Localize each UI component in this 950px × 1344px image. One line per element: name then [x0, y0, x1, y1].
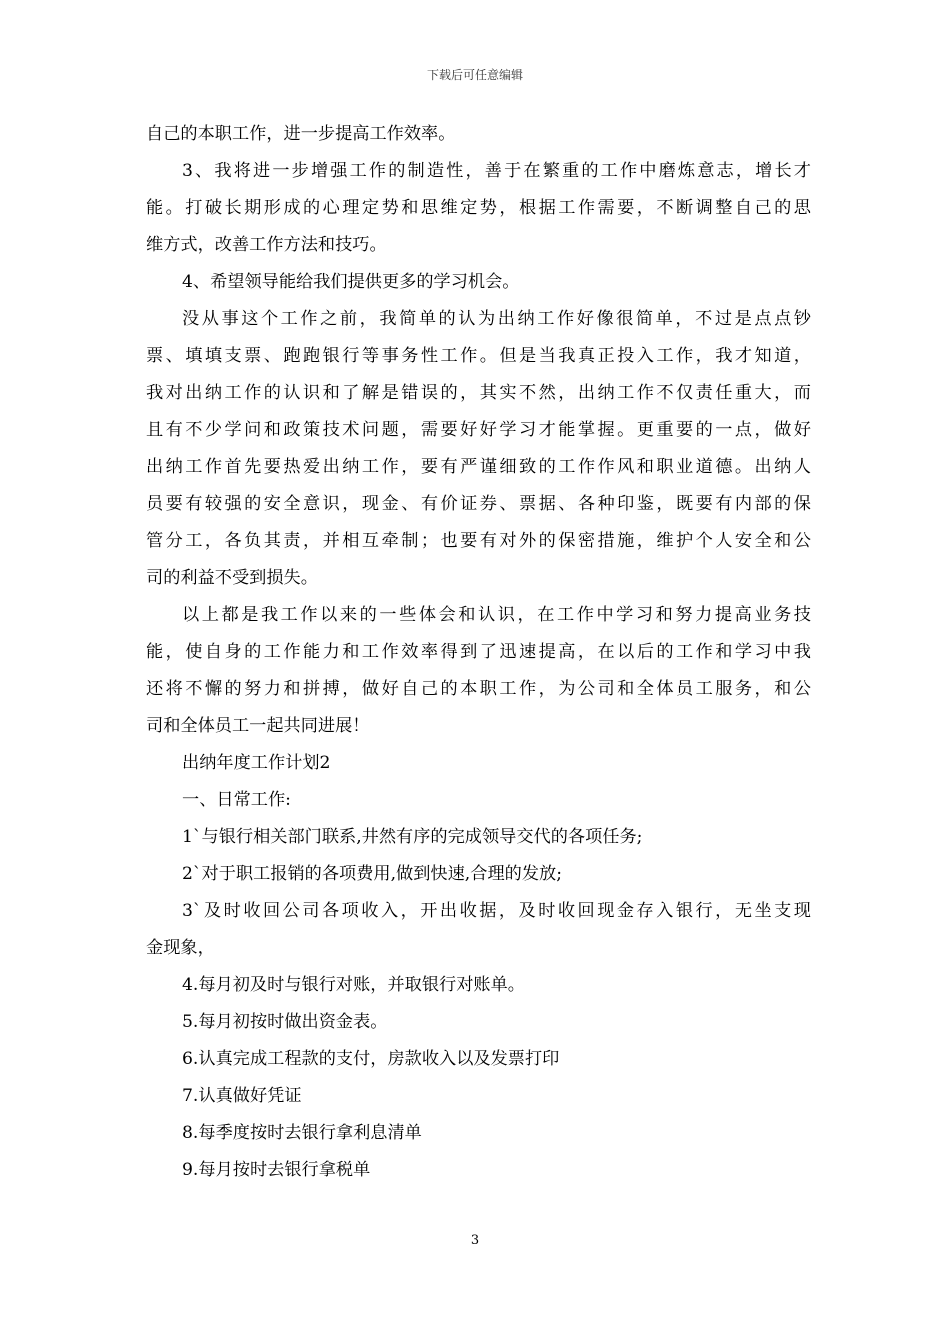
text-line: 金现象， [146, 938, 215, 958]
text-line: 票、填填支票、跑跑银行等事务性工作。但是当我真正投入工作，我才知道， [146, 346, 811, 366]
text-line: 9.每月按时去银行拿税单 [182, 1160, 371, 1180]
text-line: 4.每月初及时与银行对账，并取银行对账单。 [182, 975, 525, 995]
text-line: 能。打破长期形成的心理定势和思维定势，根据工作需要，不断调整自己的思 [146, 198, 811, 218]
text-line: 5.每月初按时做出资金表。 [182, 1012, 388, 1032]
page-header: 下载后可任意编辑 [426, 68, 523, 82]
text-line: 6.认真完成工程款的支付，房款收入以及发票打印 [182, 1049, 560, 1069]
text-line: 出纳年度工作计划2 [182, 753, 331, 773]
text-line: 还将不懈的努力和拼搏，做好自己的本职工作，为公司和全体员工服务，和公 [146, 679, 811, 699]
text-line: 3`及时收回公司各项收入，开出收据，及时收回现金存入银行，无坐支现 [182, 901, 811, 921]
text-line: 司的利益不受到损失。 [146, 568, 318, 588]
text-line: 能，使自身的工作能力和工作效率得到了迅速提高，在以后的工作和学习中我 [146, 642, 811, 662]
page-number: 3 [470, 1233, 480, 1248]
text-line: 一、日常工作: [182, 790, 291, 810]
text-line: 8.每季度按时去银行拿利息清单 [182, 1123, 422, 1143]
text-line: 1`与银行相关部门联系,井然有序的完成领导交代的各项任务; [182, 827, 643, 847]
text-line: 出纳工作首先要热爱出纳工作，要有严谨细致的工作作风和职业道德。出纳人 [146, 457, 811, 477]
text-line: 4、希望领导能给我们提供更多的学习机会。 [182, 272, 520, 292]
text-line: 司和全体员工一起共同进展！ [146, 716, 370, 736]
document-body [146, 116, 811, 1189]
text-line: 7.认真做好凭证 [182, 1086, 302, 1106]
text-line: 员要有较强的安全意识，现金、有价证券、票据、各种印鉴，既要有内部的保 [146, 494, 811, 514]
text-line: 自己的本职工作，进一步提高工作效率。 [146, 124, 456, 144]
text-line: 2`对于职工报销的各项费用,做到快速,合理的发放; [182, 864, 562, 884]
text-line: 以上都是我工作以来的一些体会和认识，在工作中学习和努力提高业务技 [182, 605, 811, 625]
text-line: 维方式，改善工作方法和技巧。 [146, 235, 387, 255]
text-line: 没从事这个工作之前，我简单的认为出纳工作好像很简单，不过是点点钞 [182, 309, 811, 329]
text-line: 管分工，各负其责，并相互牵制；也要有对外的保密措施，维护个人安全和公 [146, 531, 811, 551]
text-line: 且有不少学问和政策技术问题，需要好好学习才能掌握。更重要的一点，做好 [146, 420, 811, 440]
text-line: 3、我将进一步增强工作的制造性，善于在繁重的工作中磨炼意志，增长才 [182, 161, 811, 181]
text-line: 我对出纳工作的认识和了解是错误的，其实不然，出纳工作不仅责任重大，而 [146, 383, 811, 403]
